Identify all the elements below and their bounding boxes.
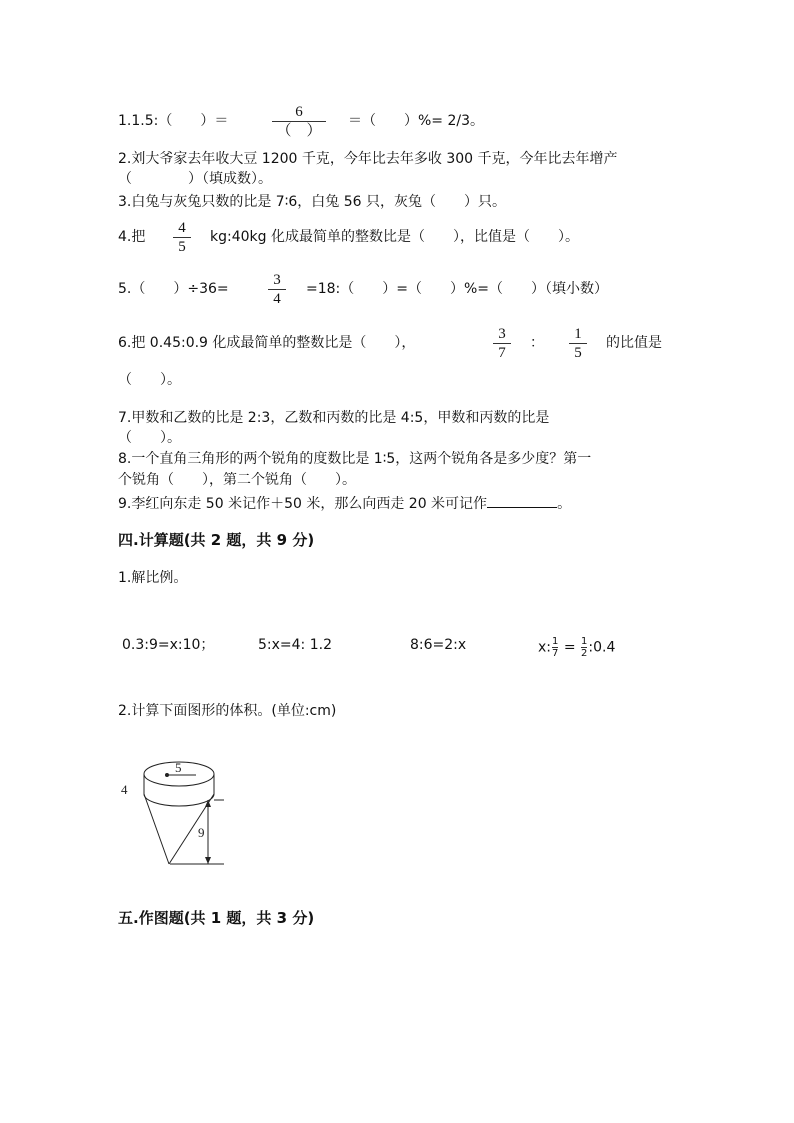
- equation-2: 5:x=4: 1.2: [258, 637, 332, 653]
- q2-line1: 2.刘大爷家去年收大豆 1200 千克，今年比去年多收 300 千克，今年比去年增产: [118, 151, 618, 167]
- q6-line2: （ ）。: [118, 372, 181, 388]
- fraction-bar: [268, 289, 286, 290]
- q2-line2: （ ）（填成数）。: [118, 171, 272, 187]
- q5-text-a: 5.（ ）÷36=: [118, 281, 229, 297]
- equation-4-equals: =: [563, 639, 576, 656]
- fraction-bar: [493, 343, 511, 344]
- q6-text-b: 的比值是: [606, 335, 662, 351]
- q1-fraction: [272, 104, 326, 139]
- fraction-numerator: 1: [552, 636, 559, 647]
- q8-line2: 个锐角（ ），第二个锐角（ ）。: [118, 472, 356, 488]
- q5-fraction: [268, 272, 286, 307]
- q4-fraction-denominator: 5: [178, 239, 186, 255]
- section-4-title: 四.计算题(共 2 题，共 9 分): [118, 531, 315, 549]
- equation-4-fraction-1: [552, 636, 558, 659]
- section-4-problem-1-title: 1.解比例。: [118, 570, 188, 586]
- q9-text-b: 。: [557, 496, 572, 512]
- q9-text: [118, 493, 571, 513]
- fraction-bar: [272, 121, 326, 122]
- q1-fraction-denominator: （ ）: [276, 123, 322, 139]
- cylinder-height-label: 4: [121, 782, 128, 797]
- q6-fraction-1-numerator: 3: [498, 326, 506, 342]
- fraction-denominator: 2: [581, 648, 588, 659]
- q3-text: 3.白兔与灰兔只数的比是 7∶6，白兔 56 只，灰兔（ ）只。: [118, 194, 506, 210]
- q8-line1: 8.一个直角三角形的两个锐角的度数比是 1∶5，这两个锐角各是多少度？第一: [118, 451, 592, 467]
- q6-colon: ：: [530, 335, 544, 351]
- equation-4-fraction-2: [581, 636, 587, 659]
- section-4-problem-2-title: 2.计算下面图形的体积。(单位:cm): [118, 703, 337, 719]
- equation-1: 0.3:9=x:10；: [122, 637, 215, 653]
- fraction-bar: [173, 237, 191, 238]
- equation-4-a: x:: [538, 639, 552, 656]
- q7-line1: 7.甲数和乙数的比是 2:3，乙数和丙数的比是 4:5，甲数和丙数的比是: [118, 410, 550, 426]
- q9-text-a: 9.李红向东走 50 米记作＋50 米，那么向西走 20 米可记作: [118, 496, 488, 512]
- q6-fraction-1: [493, 326, 511, 361]
- radius-label: 5: [175, 760, 182, 775]
- q7-line2: （ ）。: [118, 430, 181, 446]
- q6-fraction-2: [569, 326, 587, 361]
- q6-fraction-2-numerator: 1: [574, 326, 582, 342]
- q1-text-a: 1.1.5:（ ）＝: [118, 113, 229, 129]
- section-5-title: 五.作图题(共 1 题，共 3 分): [118, 909, 315, 927]
- q1-text-b: ＝（ ）%= 2/3。: [348, 113, 485, 129]
- q6-text-a: 6.把 0.45:0.9 化成最简单的整数比是（ ），: [118, 335, 416, 351]
- cylinder-bottom-arc: [144, 794, 214, 806]
- q6-fraction-1-denominator: 7: [498, 345, 506, 361]
- fraction-numerator: 1: [581, 636, 588, 647]
- equation-4-b: :0.4: [588, 639, 616, 656]
- q4-fraction-numerator: 4: [178, 220, 186, 236]
- equation-3: 8:6=2:x: [410, 637, 467, 653]
- q5-text-b: =18:（ ）=（ ）%=（ ）（填小数）: [306, 281, 609, 297]
- q4-fraction: [173, 220, 191, 255]
- cone-left-side: [144, 794, 169, 864]
- fraction-bar: [569, 343, 587, 344]
- cone-height-label: 9: [198, 825, 205, 840]
- answer-blank: [487, 493, 557, 508]
- equation-4: [538, 636, 615, 659]
- arrow-up-icon: [205, 800, 211, 807]
- q1-fraction-numerator: 6: [295, 104, 303, 120]
- arrow-down-icon: [205, 857, 211, 864]
- q5-fraction-numerator: 3: [273, 272, 281, 288]
- q5-fraction-denominator: 4: [273, 291, 281, 307]
- q4-text-b: kg:40kg 化成最简单的整数比是（ ），比值是（ ）。: [210, 229, 579, 245]
- q6-fraction-2-denominator: 5: [574, 345, 582, 361]
- q4-text-a: 4.把: [118, 229, 146, 245]
- cylinder-cone-figure: [112, 748, 232, 873]
- fraction-denominator: 7: [552, 648, 559, 659]
